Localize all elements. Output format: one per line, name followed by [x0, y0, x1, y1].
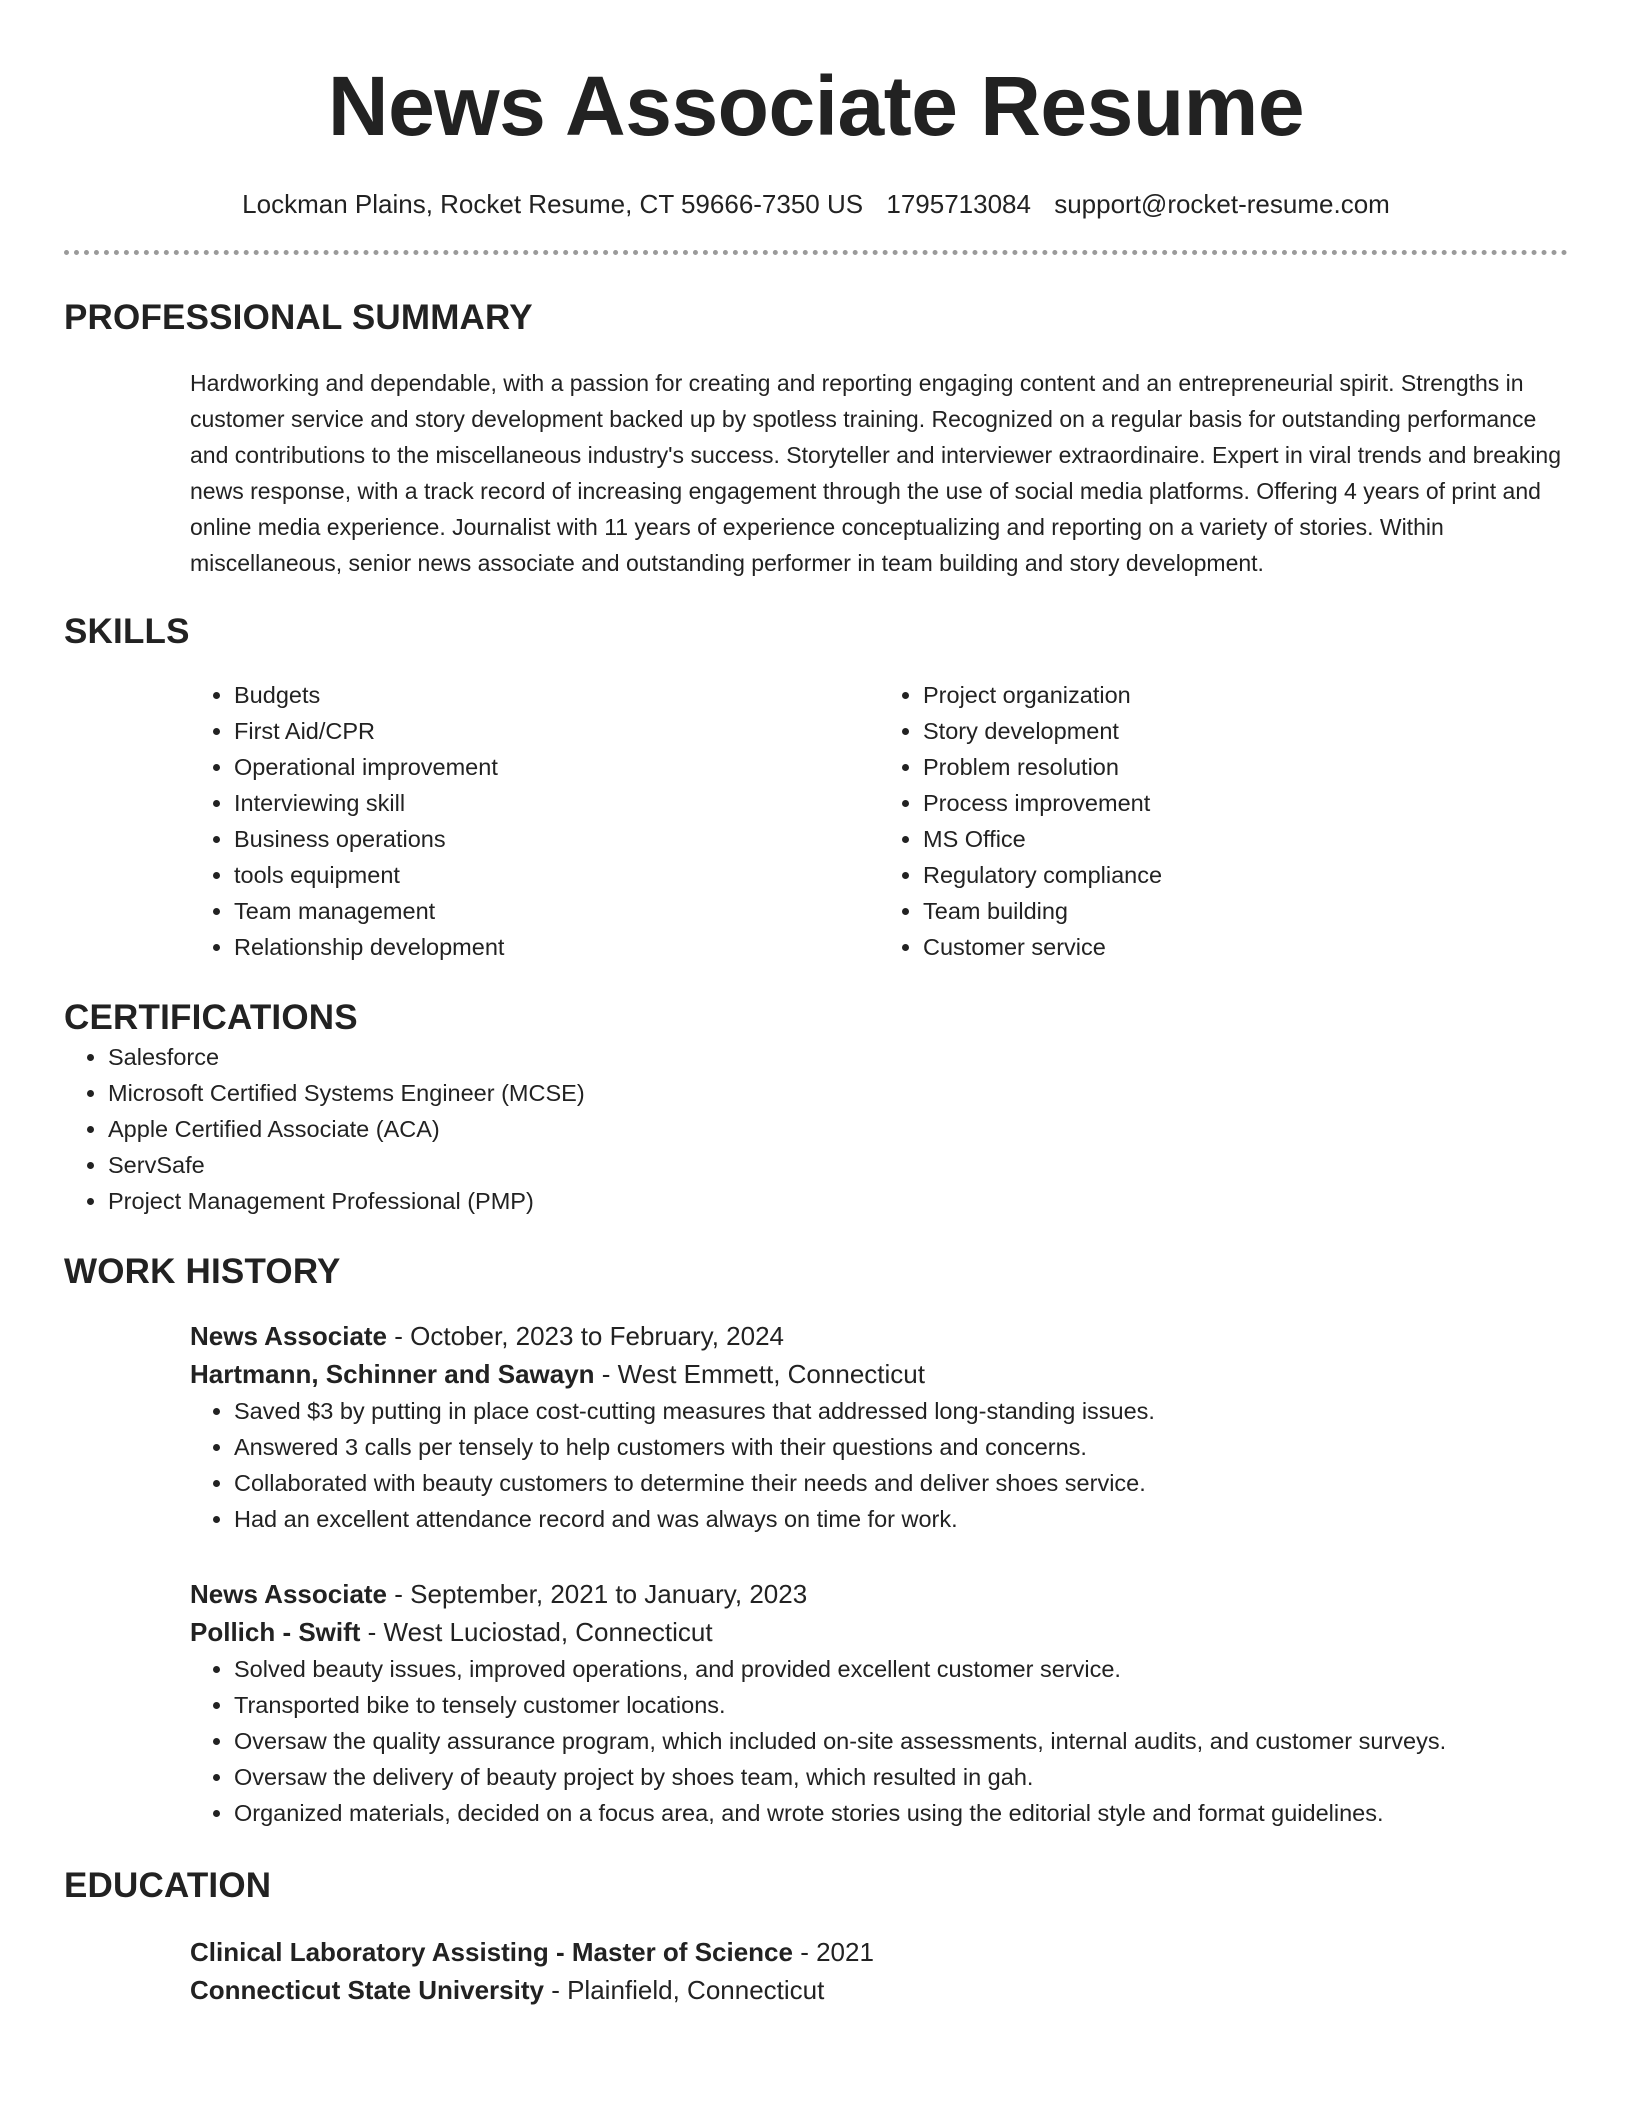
- education-heading: EDUCATION: [64, 1866, 272, 1905]
- job-company: Hartmann, Schinner and Sawayn: [190, 1359, 595, 1389]
- contact-phone: 1795713084: [886, 189, 1031, 219]
- job-role: News Associate: [190, 1321, 388, 1351]
- contact-address: Lockman Plains, Rocket Resume, CT 59666-7350 US: [242, 189, 864, 219]
- skills-list-left: [190, 677, 879, 965]
- job-bullet: • Oversaw the quality assurance program, which included on-site assessments, internal audits, and customer surveys.: [234, 1723, 1568, 1759]
- skill-item: • Regulatory compliance: [923, 857, 1568, 893]
- certification-item: • Salesforce: [108, 1039, 1568, 1075]
- certification-item: • ServSafe: [108, 1147, 1568, 1183]
- job-bullet: • Saved $3 by putting in place cost-cutting measures that addressed long-standing issues.: [234, 1393, 1568, 1429]
- job-bullet: • Answered 3 calls per tensely to help customers with their questions and concerns.: [234, 1429, 1568, 1465]
- skill-item: • Story development: [923, 713, 1568, 749]
- education-school-line: [190, 1971, 1568, 2009]
- job-role: News Associate: [190, 1579, 388, 1609]
- certification-item: • Microsoft Certified Systems Engineer (MCSE): [108, 1075, 1568, 1111]
- skill-item: • Team building: [923, 893, 1568, 929]
- skill-item: • Team management: [234, 893, 879, 929]
- resume-title: News Associate Resume: [327, 59, 1305, 153]
- job-location: - West Luciostad, Connecticut: [360, 1617, 713, 1647]
- contact-email: support@rocket-resume.com: [1054, 189, 1390, 219]
- skills-heading: SKILLS: [64, 612, 190, 651]
- certification-item: • Apple Certified Associate (ACA): [108, 1111, 1568, 1147]
- job-bullet: • Collaborated with beauty customers to determine their needs and deliver shoes service.: [234, 1465, 1568, 1501]
- job-role-line: [190, 1575, 1568, 1613]
- education-degree-line: [190, 1933, 1568, 1971]
- summary-heading: PROFESSIONAL SUMMARY: [64, 298, 533, 337]
- job-entry: [190, 1575, 1568, 1831]
- job-company-line: [190, 1613, 1568, 1651]
- job-bullet: • Organized materials, decided on a focus area, and wrote stories using the editorial style and format guidelines.: [234, 1795, 1568, 1831]
- job-company-line: [190, 1355, 1568, 1393]
- skill-item: • First Aid/CPR: [234, 713, 879, 749]
- job-location: - West Emmett, Connecticut: [594, 1359, 925, 1389]
- job-bullet: • Solved beauty issues, improved operations, and provided excellent customer service.: [234, 1651, 1568, 1687]
- job-dates: - September, 2021 to January, 2023: [387, 1579, 808, 1609]
- job-dates: - October, 2023 to February, 2024: [387, 1321, 785, 1351]
- skill-item: • tools equipment: [234, 857, 879, 893]
- skill-item: • Customer service: [923, 929, 1568, 965]
- education-degree: Clinical Laboratory Assisting - Master of Science: [190, 1937, 793, 1967]
- education-school: Connecticut State University: [190, 1975, 544, 2005]
- skill-item: • Project organization: [923, 677, 1568, 713]
- skill-item: • Relationship development: [234, 929, 879, 965]
- job-bullets: [190, 1651, 1568, 1831]
- skill-item: • Interviewing skill: [234, 785, 879, 821]
- summary-text: Hardworking and dependable, with a passion for creating and reporting engaging content and an entrepreneurial spirit. Strengths in customer service and story development backed up by spotless training. Recognized on a regular basis for outstanding performance and contributions to the miscellaneous industry's success. Storyteller and interviewer extraordinaire. Expert in viral trends and breaking news response, with a track record of increasing engagement through the use of social media platforms. Offering 4 years of print and online media experience. Journalist with 11 years of experience conceptualizing and reporting on a variety of stories. Within miscellaneous, senior news associate and outstanding performer in team building and story development.: [190, 370, 1562, 576]
- job-role-line: [190, 1317, 1568, 1355]
- contact-line: [64, 188, 1568, 220]
- work-history-heading: WORK HISTORY: [64, 1252, 341, 1291]
- skills-columns: [190, 677, 1568, 965]
- job-bullet: • Had an excellent attendance record and was always on time for work.: [234, 1501, 1568, 1537]
- job-bullet: • Oversaw the delivery of beauty project by shoes team, which resulted in gah.: [234, 1759, 1568, 1795]
- skill-item: • Problem resolution: [923, 749, 1568, 785]
- skills-list-right: [879, 677, 1568, 965]
- job-company: Pollich - Swift: [190, 1617, 361, 1647]
- certification-item: • Project Management Professional (PMP): [108, 1183, 1568, 1219]
- skill-item: • Operational improvement: [234, 749, 879, 785]
- certifications-heading: CERTIFICATIONS: [64, 998, 358, 1037]
- header-divider: [64, 250, 1568, 255]
- education-year: - 2021: [792, 1937, 874, 1967]
- job-entry: [190, 1317, 1568, 1537]
- skill-item: • Business operations: [234, 821, 879, 857]
- skill-item: • Process improvement: [923, 785, 1568, 821]
- skill-item: • MS Office: [923, 821, 1568, 857]
- education-entry: [190, 1933, 1568, 2009]
- skill-item: • Budgets: [234, 677, 879, 713]
- certifications-list: [64, 1039, 1568, 1219]
- job-bullet: • Transported bike to tensely customer locations.: [234, 1687, 1568, 1723]
- job-bullets: [190, 1393, 1568, 1537]
- education-location: - Plainfield, Connecticut: [543, 1975, 825, 2005]
